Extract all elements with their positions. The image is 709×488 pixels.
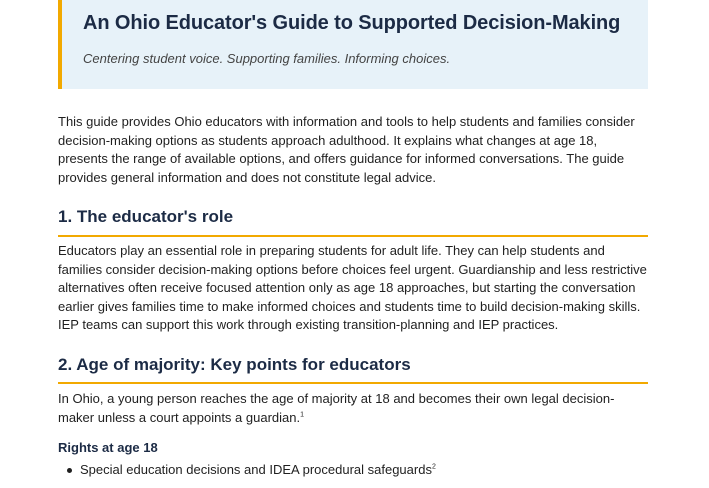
section-body-educators-role: Educators play an essential role in preparing students for adult life. They can help students and families consider decision-making options before choices feel urgent. Guardianship and less restrictive alternatives often receive focused attention only as age 18 approaches, but starting the conversation earlier gives families time to make informed choices and students time to build decision-making skills. IEP teams can support this work through existing transition-planning and IEP practices. bbox=[58, 243, 647, 333]
document-page bbox=[58, 0, 648, 477]
rights-at-18-subheading: Rights at age 18 bbox=[58, 440, 158, 455]
section-heading-educators-role: 1. The educator's role bbox=[58, 207, 234, 226]
guide-subtitle: Centering student voice. Supporting families. Informing choices. bbox=[83, 51, 451, 66]
section-body-text: In Ohio, a young person reaches the age of majority at 18 and becomes their own legal decision-maker unless a court appoints a guardian. bbox=[58, 391, 615, 425]
section-divider bbox=[58, 235, 648, 237]
section-body-age-of-majority bbox=[58, 390, 648, 427]
footnote-marker[interactable]: 2 bbox=[431, 463, 436, 471]
intro-paragraph: This guide provides Ohio educators with information and tools to help students and families consider decision-making options as students approach adulthood. It explains what changes at age 18, presents the range of available options, and offers guidance for informed conversations. The guide provides general information and does not constitute legal advice. bbox=[58, 114, 635, 185]
section-heading-age-of-majority: 2. Age of majority: Key points for educators bbox=[58, 355, 411, 374]
rights-list bbox=[58, 461, 436, 479]
bullet-icon bbox=[67, 468, 72, 473]
guide-header-banner bbox=[58, 0, 648, 89]
guide-title: An Ohio Educator's Guide to Supported Decision-Making bbox=[83, 12, 621, 34]
list-item-text: Special education decisions and IDEA procedural safeguards bbox=[80, 462, 432, 477]
list-item bbox=[58, 461, 436, 479]
section-divider bbox=[58, 382, 648, 384]
footnote-marker[interactable]: 1 bbox=[300, 411, 304, 419]
